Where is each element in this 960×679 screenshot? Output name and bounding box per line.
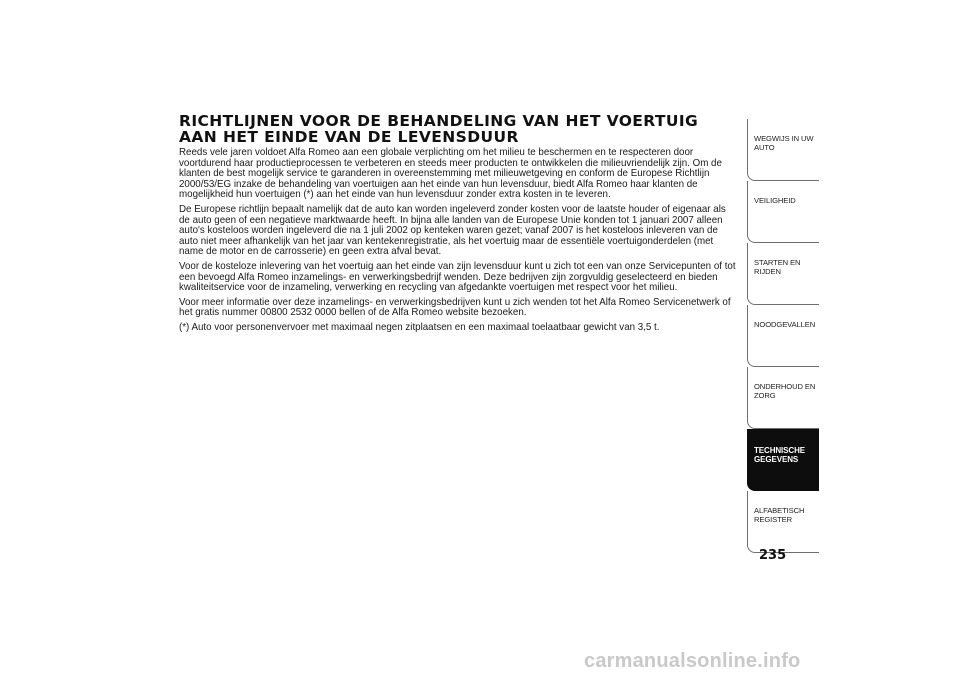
tab-label: ONDERHOUD EN ZORG [754, 382, 816, 400]
page-number: 235 [759, 548, 787, 563]
tab-label: WEGWIJS IN UW AUTO [754, 134, 814, 152]
tab-label: TECHNISCHE GEGEVENS [754, 446, 806, 464]
tab-label: ALFABETISCH REGISTER [754, 506, 805, 524]
tab-veiligheid[interactable] [747, 181, 819, 243]
paragraph-intro: Reeds vele jaren voldoet Alfa Romeo aan een globale verplichting om het milieu te beschermen en te respecteren door voortdurend haar productieprocessen te verbeteren en steeds meer producten te ontwikkelen die milieuvriendelijk zijn. Om de klanten de best mogelijk service te garanderen in overeenstemming met milieuwetgeving en conform de Europese Richtlijn 2000/53/EG inzake de behandeling van voertuigen aan het einde van hun levensduur, biedt Alfa Romeo haar klanten de mogelijkheid hun voertuigen (*) aan het einde van hun levensduur zonder extra kosten in te leveren. [179, 147, 722, 201]
page-title: RICHTLIJNEN VOOR DE BEHANDELING VAN HET VOERTUIG AAN HET EINDE VAN DE LEVENSDUUR [179, 112, 699, 146]
paragraph-collection: Voor de kosteloze inlevering van het voertuig aan het einde van zijn levensduur kunt u zich tot een van onze Servicepunten of tot een bevoegd Alfa Romeo inzamelings- en verwerkingsbedrijf wenden. Deze bedrijven zijn zorgvuldig geselecteerd en bieden kwaliteitservice voor de inzameling, verwerking en recycling van afgedankte voertuigen met respect voor het milieu. [179, 260, 736, 294]
section-tabs [747, 119, 819, 553]
tab-label: STARTEN EN RIJDEN [754, 258, 801, 276]
paragraph-more-info: Voor meer informatie over deze inzamelings- en verwerkingsbedrijven kunt u zich wenden tot het Alfa Romeo Servicenetwerk of het gratis nummer 00800 2532 0000 bellen of de Alfa Romeo website bezoeken. [179, 296, 731, 319]
paragraph-directive: De Europese richtlijn bepaalt namelijk dat de auto kan worden ingeleverd zonder kosten voor de laatste houder of eigenaar als de auto geen of een negatieve marktwaarde heeft. In bijna alle landen van de Europese Unie konden tot 1 januari 2007 alleen auto's kosteloos worden ingeleverd die na 1 juli 2002 op kenteken waren gezet; vanaf 2007 is het kosteloos inleveren van de auto niet meer afhankelijk van het jaar van kentekenregistratie, als het voertuig maar de essentiële voertuigonderdelen (met name de motor en de carrosserie) en geen extra afval bevat. [179, 203, 726, 258]
tab-wegwijs-in-uw-auto[interactable] [747, 119, 819, 181]
tab-label: VEILIGHEID [754, 196, 796, 205]
body-text [179, 148, 739, 338]
tab-alfabetisch-register[interactable] [747, 491, 819, 553]
watermark: carmanualsonline.info [584, 650, 801, 672]
tab-label: NOODGEVALLEN [754, 320, 816, 329]
tab-starten-en-rijden[interactable] [747, 243, 819, 305]
tab-noodgevallen[interactable] [747, 305, 819, 367]
tab-onderhoud-en-zorg[interactable] [747, 367, 819, 429]
tab-technische-gegevens[interactable] [747, 429, 819, 491]
paragraph-footnote: (*) Auto voor personenvervoer met maximaal negen zitplaatsen en een maximaal toelaatbaar gewicht van 3,5 t. [179, 321, 660, 333]
